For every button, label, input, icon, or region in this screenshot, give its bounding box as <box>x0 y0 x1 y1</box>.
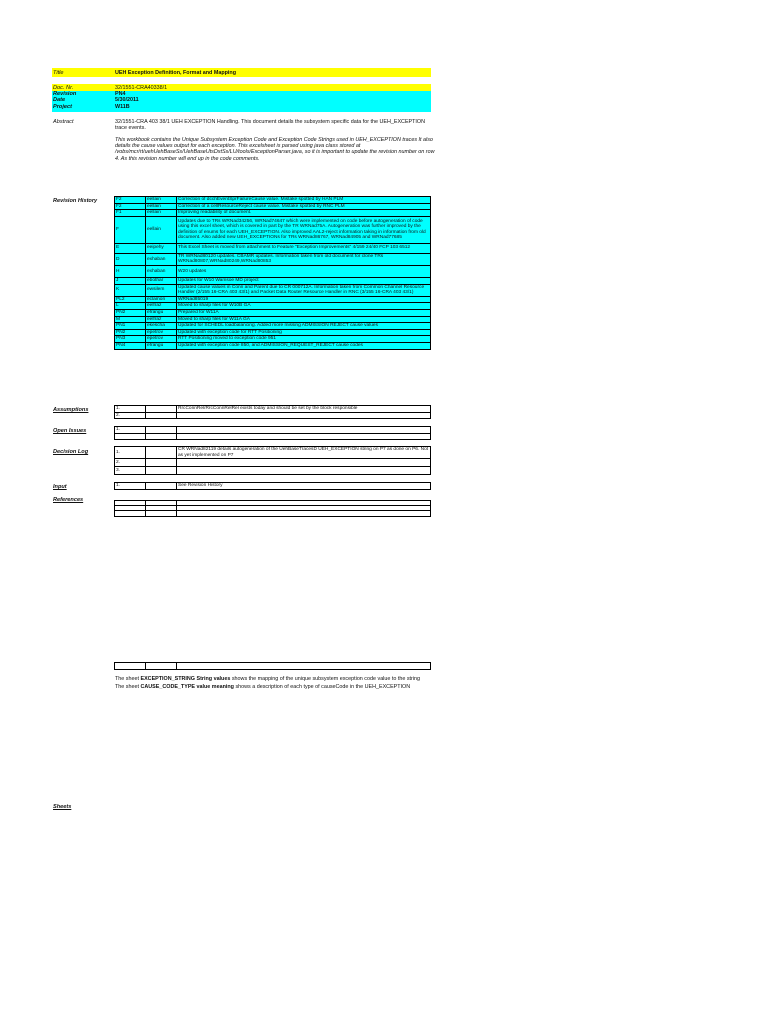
revision-description: TR WRNad80120 updates. CBAMR updates. Information taken from old document for clone TRs WRNad80807,WRNad80249,WRNad80853 <box>177 253 431 265</box>
revision-number: PL2 <box>115 296 146 303</box>
sheets-info-line2 <box>115 684 435 690</box>
revision-row <box>115 197 431 204</box>
revision-description: Correction of a cellResourceReject cause value. Mistake spotted by RNC PLM <box>177 203 431 210</box>
sheets-label: Sheets <box>53 804 72 810</box>
sheets-info-line1 <box>115 676 435 682</box>
table-row <box>115 511 431 517</box>
row-text <box>177 511 431 517</box>
revision-description: This Excel Sheet is moved from attachment to Feature "Exception Improvements" 4/159 24/40 FCP 103 6512 <box>177 243 431 253</box>
revision-number: PN3 <box>115 336 146 343</box>
table-row <box>115 483 431 490</box>
row-number: 2. <box>115 459 146 467</box>
revision-description: Moved to sharp files for W11A GA <box>177 316 431 323</box>
table-row <box>115 433 431 439</box>
revision-number: L <box>115 303 146 310</box>
revision-row <box>115 342 431 349</box>
cell <box>146 406 177 413</box>
sheets-info-line1-suffix: shows the mapping of the unique subsystem exception code value to the string <box>230 676 421 682</box>
revision-value: PN4 <box>115 91 126 97</box>
revision-signature: exhaban <box>146 265 177 277</box>
revision-row <box>115 329 431 336</box>
sheets-info-line2-bold: CAUSE_CODE_TYPE value meaning <box>140 684 234 690</box>
references-label: References <box>53 497 84 503</box>
revision-row <box>115 277 431 284</box>
revision-row <box>115 253 431 265</box>
revision-row <box>115 309 431 316</box>
revision-signature: eeipehy <box>146 243 177 253</box>
cell <box>146 467 177 475</box>
revision-row <box>115 323 431 330</box>
revision-row <box>115 203 431 210</box>
title-band <box>52 68 431 77</box>
revision-number: F2 <box>115 203 146 210</box>
revision-description: RTT Positioning moved to exception code 951 <box>177 336 431 343</box>
cell <box>146 459 177 467</box>
revision-signature: ebothar <box>146 277 177 284</box>
revision-signature: efrangu <box>146 342 177 349</box>
revision-signature: eellain <box>146 203 177 210</box>
cell <box>146 412 177 419</box>
revision-number: F <box>115 216 146 243</box>
table-row <box>115 427 431 434</box>
row-number: 1. <box>115 427 146 434</box>
row-text <box>177 459 431 467</box>
revision-history-table <box>114 196 431 350</box>
date-label: Date <box>53 97 66 103</box>
title-value: UEH Exception Definition, Format and Mapping <box>115 70 236 76</box>
revision-number: M <box>115 316 146 323</box>
table-row <box>115 467 431 475</box>
decision-log-label: Decision Log <box>53 449 89 455</box>
revision-label: Revision <box>53 91 77 97</box>
revision-description: W20 updates <box>177 265 431 277</box>
cell <box>177 663 431 670</box>
cell <box>115 663 146 670</box>
revision-signature: eellain <box>146 216 177 243</box>
revision-description: Updated for SCHEDL loadbalancing. Added more missing ADMISSION REJECT cause values <box>177 323 431 330</box>
row-text: CR WRNad82119 details autogeneration of the UehBaseTracesD UEH_EXCEPTION string on P7 as done on P6. Not as yet implemented on P7 <box>177 447 431 459</box>
revision-number: D <box>115 253 146 265</box>
row-number: 1. <box>115 447 146 459</box>
row-number: 3. <box>115 467 146 475</box>
revision-row <box>115 296 431 303</box>
revision-description: Updates for W10 Wamsoe MD project <box>177 277 431 284</box>
abstract-label: Abstract <box>53 119 74 125</box>
revision-number: PN1 <box>115 323 146 330</box>
sheets-summary-table <box>114 662 431 670</box>
cell <box>146 663 177 670</box>
input-label: Input <box>53 484 67 490</box>
revision-signature: epetrov <box>146 329 177 336</box>
revision-signature: efrangu <box>146 309 177 316</box>
revision-number: F1 <box>115 210 146 217</box>
project-label: Project <box>53 104 72 110</box>
table-row <box>115 412 431 419</box>
revision-number: F2 <box>115 197 146 204</box>
revision-number: PN4 <box>115 342 146 349</box>
table-row <box>115 459 431 467</box>
revision-description: WRNad85019 <box>177 296 431 303</box>
cell <box>146 433 177 439</box>
row-text: See Revision History <box>177 483 431 490</box>
row-number <box>115 433 146 439</box>
project-value: W11B <box>115 104 130 110</box>
decision-log-table <box>114 446 431 475</box>
cell <box>146 427 177 434</box>
revision-description: Updated cause values in Conn and Parent due to CR 000712A. Information taken from Common Channel Resource Handler (2/155 16-CRA 403 43/1) and Packet Data Router Resource Handler in RNC (3/155 16-CRA 403 43/1) <box>177 284 431 296</box>
revision-description: Updated with exception code for RTT Positioning <box>177 329 431 336</box>
revision-signature: exhaban <box>146 253 177 265</box>
revision-row <box>115 210 431 217</box>
cell <box>146 511 177 517</box>
revision-row <box>115 284 431 296</box>
table-row <box>115 447 431 459</box>
docnr-band <box>52 84 431 91</box>
revision-description: Correction of dcchEventSprFailureCause value. Mistake spotted by HAN PLM <box>177 197 431 204</box>
revision-number: PN2 <box>115 309 146 316</box>
sheets-info-line2-prefix: The sheet <box>115 684 141 690</box>
revision-number: PN2 <box>115 329 146 336</box>
row-number <box>115 511 146 517</box>
input-table <box>114 482 431 490</box>
revision-row <box>115 303 431 310</box>
revision-number: J <box>115 277 146 284</box>
revision-row <box>115 216 431 243</box>
abstract-line1: 32/1551-CRA 403 38/1 UEH EXCEPTION Handling. This document details the subsystem specific data for the UEH_EXCEPTION trace events. <box>115 119 426 132</box>
assumptions-label: Assumptions <box>53 407 89 413</box>
revision-signature: ewsilem <box>146 284 177 296</box>
assumptions-table <box>114 405 431 419</box>
revision-signature: epetrov <box>146 336 177 343</box>
open-issues-label: Open Issues <box>53 428 87 434</box>
row-number: 1. <box>115 483 146 490</box>
docnr-label: Doc. Nr. <box>53 85 74 91</box>
references-table <box>114 500 431 517</box>
revision-number: K <box>115 284 146 296</box>
row-number: 2. <box>115 412 146 419</box>
table-row <box>115 406 431 413</box>
revision-description: Improving readability of document. <box>177 210 431 217</box>
revision-signature: eellain <box>146 210 177 217</box>
row-text <box>177 467 431 475</box>
revision-row <box>115 336 431 343</box>
revision-number: E <box>115 243 146 253</box>
open-issues-table <box>114 426 431 440</box>
revision-description: Updated with exception code 850, and ADMISSION_REQUEST_REJECT cause codes <box>177 342 431 349</box>
revision-signature: ekescha <box>146 323 177 330</box>
row-text <box>177 427 431 434</box>
revision-signature: eclamon <box>146 296 177 303</box>
revision-row <box>115 243 431 253</box>
revision-description: Prepared for W11A <box>177 309 431 316</box>
row-number: 1. <box>115 406 146 413</box>
sheets-info-line2-suffix: shows a description of each type of causeCode in the UEH_EXCEPTION <box>233 684 411 690</box>
revision-signature: eelfraz <box>146 303 177 310</box>
revision-row <box>115 265 431 277</box>
abstract-line2-text: This workbook contains the Unique Subsystem Exception Code and Exception Code Strings used in UEH_EXCEPTION traces It also details the cause values output for each exception. This excelsheet is parsed using java class stored at /vobs/mcr/rt/uehUehBaseSs/UehBaseUtsDxtSs/LU/tools/ExceptionParser.java, so it is important to update the revision number on row 4. As this revision number will end up in the code comments. <box>115 137 435 162</box>
title-label: Title <box>53 70 64 76</box>
docnr-value: 32/1551-CRA40338/1 <box>115 85 168 91</box>
cell <box>146 483 177 490</box>
cell <box>146 447 177 459</box>
sheets-info-line1-bold: EXCEPTION_STRING String values <box>140 676 231 682</box>
revision-signature: eelfraz <box>146 316 177 323</box>
revision-history-label: Revision History <box>53 198 98 204</box>
date-value: 5/30/2011 <box>115 97 139 103</box>
table-row <box>115 663 431 670</box>
abstract-line2 <box>115 137 435 162</box>
revision-number: H <box>115 265 146 277</box>
row-text <box>177 412 431 419</box>
row-text <box>177 433 431 439</box>
revision-description: Updates due to TRs WRNad34256, WRNad74647 which were implemented on code before autogeneration of code using this excel sheet, which is covered in part by the TR WRNad75A. Autogeneration was further improved by the definition of enums for each UEH_EXCEPTION. Also improved AAL2-reject information taking in information from old document. Also added new UEH_EXCEPTIONs for TRs WRNad86767, WRNad84905 and WRNad77685 <box>177 216 431 243</box>
revision-signature: eellain <box>146 197 177 204</box>
revision-row <box>115 316 431 323</box>
row-text: RrcConnRel/RrcConnRelRel exists today and should be set by the block responsible <box>177 406 431 413</box>
revision-description: Moved to sharp files for W10B GA <box>177 303 431 310</box>
sheets-info-line1-prefix: The sheet <box>115 676 141 682</box>
